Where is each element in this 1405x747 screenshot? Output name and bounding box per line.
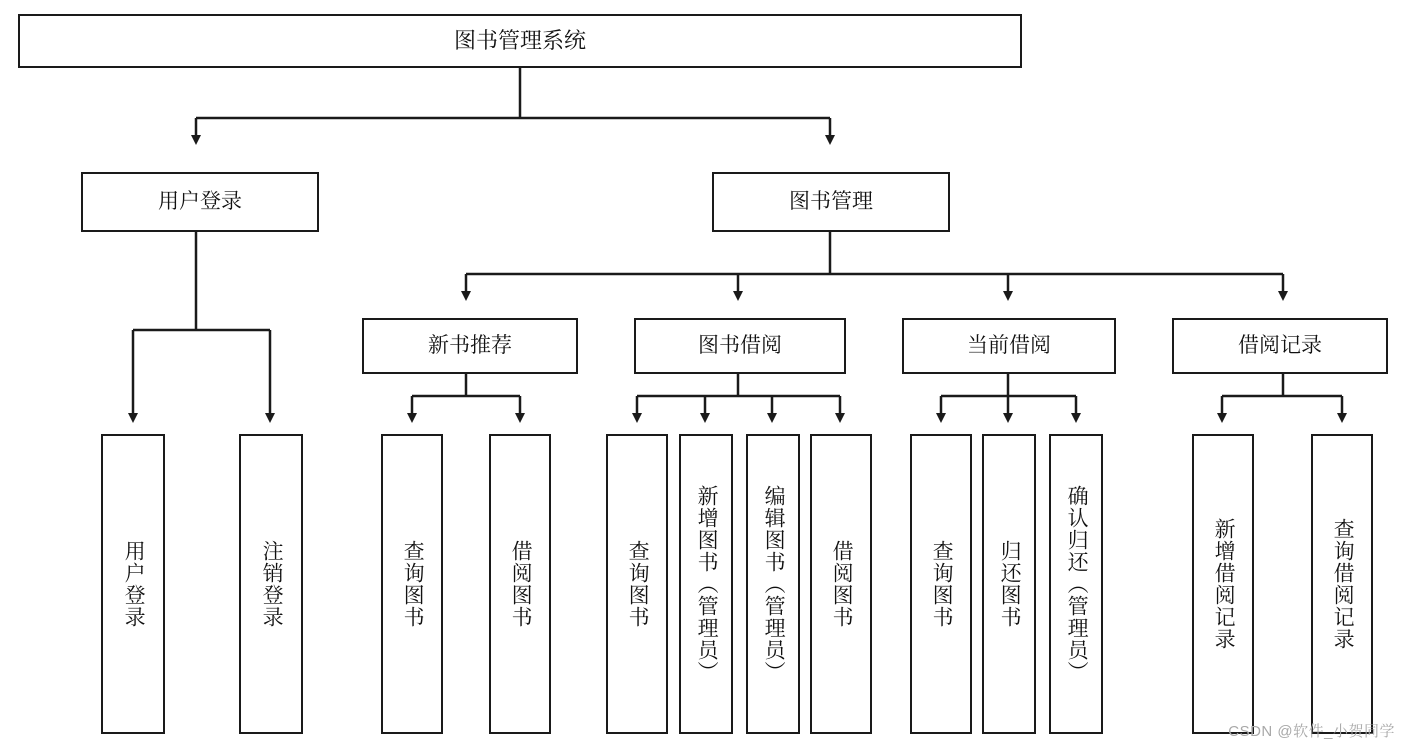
node-borrow-borrow-book[interactable]: 借阅图书 <box>810 434 872 734</box>
node-borrow-query-book[interactable]: 查询图书 <box>606 434 668 734</box>
node-root[interactable]: 图书管理系统 <box>18 14 1022 68</box>
node-recommend-borrow-book[interactable]: 借阅图书 <box>489 434 551 734</box>
node-current-borrow[interactable]: 当前借阅 <box>902 318 1116 374</box>
node-record-add[interactable]: 新增借阅记录 <box>1192 434 1254 734</box>
node-current-return-book[interactable]: 归还图书 <box>982 434 1036 734</box>
watermark-text: CSDN @软件_小贺同学 <box>1228 723 1395 740</box>
node-book-management[interactable]: 图书管理 <box>712 172 950 232</box>
node-borrow-edit-book[interactable]: 编辑图书（管理员） <box>746 434 800 734</box>
node-book-borrow[interactable]: 图书借阅 <box>634 318 846 374</box>
node-recommend-query-book[interactable]: 查询图书 <box>381 434 443 734</box>
node-borrow-record[interactable]: 借阅记录 <box>1172 318 1388 374</box>
node-login-user[interactable]: 用户登录 <box>101 434 165 734</box>
node-record-query[interactable]: 查询借阅记录 <box>1311 434 1373 734</box>
node-new-book-recommend[interactable]: 新书推荐 <box>362 318 578 374</box>
node-borrow-add-book[interactable]: 新增图书（管理员） <box>679 434 733 734</box>
node-current-confirm-return[interactable]: 确认归还（管理员） <box>1049 434 1103 734</box>
node-login-logout[interactable]: 注销登录 <box>239 434 303 734</box>
node-current-query-book[interactable]: 查询图书 <box>910 434 972 734</box>
node-user-login[interactable]: 用户登录 <box>81 172 319 232</box>
